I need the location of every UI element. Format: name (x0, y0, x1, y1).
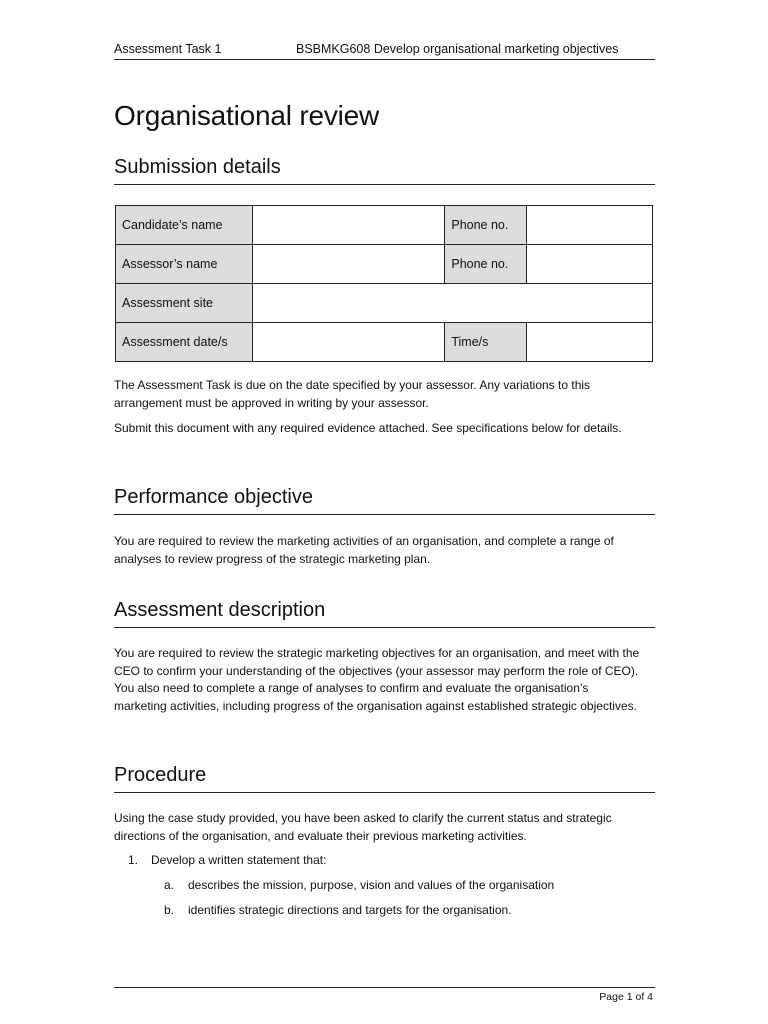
table-row (116, 245, 653, 284)
step-1b-marker: b. (164, 903, 175, 917)
performance-objective-paragraph: You are required to review the marketing activities of an organisation, and complete a range of analyses to review progress of the strategic marketing plan. (114, 534, 614, 566)
assessment-description-paragraph: You are required to review the strategic marketing objectives for an organisation, and meet with the CEO to confirm your understanding of the objectives (your assessor may perform the role of CEO). You also need to complete a range of analyses to confirm and evaluate the organisation’s marketing activities, including progress of the organisation against established strategic objectives. (114, 646, 640, 713)
due-date-paragraph: The Assessment Task is due on the date specified by your assessor. Any variations to this arrangement must be approved in writing by your assessor. (114, 378, 591, 410)
step-1a-text: describes the mission, purpose, vision and values of the organisation (188, 878, 555, 892)
candidate-name-label: Candidate’s name (116, 206, 253, 245)
header-task-label: Assessment Task 1 (114, 42, 222, 56)
table-row (116, 323, 653, 362)
procedure-heading: Procedure (114, 762, 655, 793)
footer-divider (114, 987, 655, 988)
page-number: Page 1 of 4 (599, 991, 653, 1003)
performance-objective-heading: Performance objective (114, 484, 655, 515)
assessment-site-label: Assessment site (116, 284, 253, 323)
assessor-phone-field[interactable] (527, 245, 653, 284)
procedure-paragraph: Using the case study provided, you have been asked to clarify the current status and strategic directions of the organisation, and evaluate their previous marketing activities. (114, 811, 612, 843)
assessment-time-label: Time/s (445, 323, 527, 362)
table-row (116, 284, 653, 323)
assessor-name-label: Assessor’s name (116, 245, 253, 284)
assessor-phone-label: Phone no. (445, 245, 527, 284)
candidate-phone-field[interactable] (527, 206, 653, 245)
candidate-name-field[interactable] (252, 206, 445, 245)
page-title: Organisational review (114, 100, 380, 131)
assessment-description-heading: Assessment description (114, 597, 655, 628)
submission-details-heading: Submission details (114, 154, 655, 185)
assessor-name-field[interactable] (252, 245, 445, 284)
assessment-time-field[interactable] (527, 323, 653, 362)
running-header (114, 41, 655, 60)
assessment-site-field[interactable] (252, 284, 652, 323)
step-1-text: Develop a written statement that: (151, 853, 327, 867)
table-row (116, 206, 653, 245)
step-1a-marker: a. (164, 878, 175, 892)
step-1b-text: identifies strategic directions and targets for the organisation. (188, 903, 512, 917)
assessment-date-field[interactable] (252, 323, 445, 362)
submission-details-table (115, 205, 653, 362)
step-1-number: 1. (128, 853, 139, 867)
submit-paragraph: Submit this document with any required evidence attached. See specifications below for details. (114, 421, 622, 435)
header-unit-label: BSBMKG608 Develop organisational marketing objectives (296, 42, 619, 56)
document-page (114, 0, 655, 1024)
candidate-phone-label: Phone no. (445, 206, 527, 245)
assessment-date-label: Assessment date/s (116, 323, 253, 362)
